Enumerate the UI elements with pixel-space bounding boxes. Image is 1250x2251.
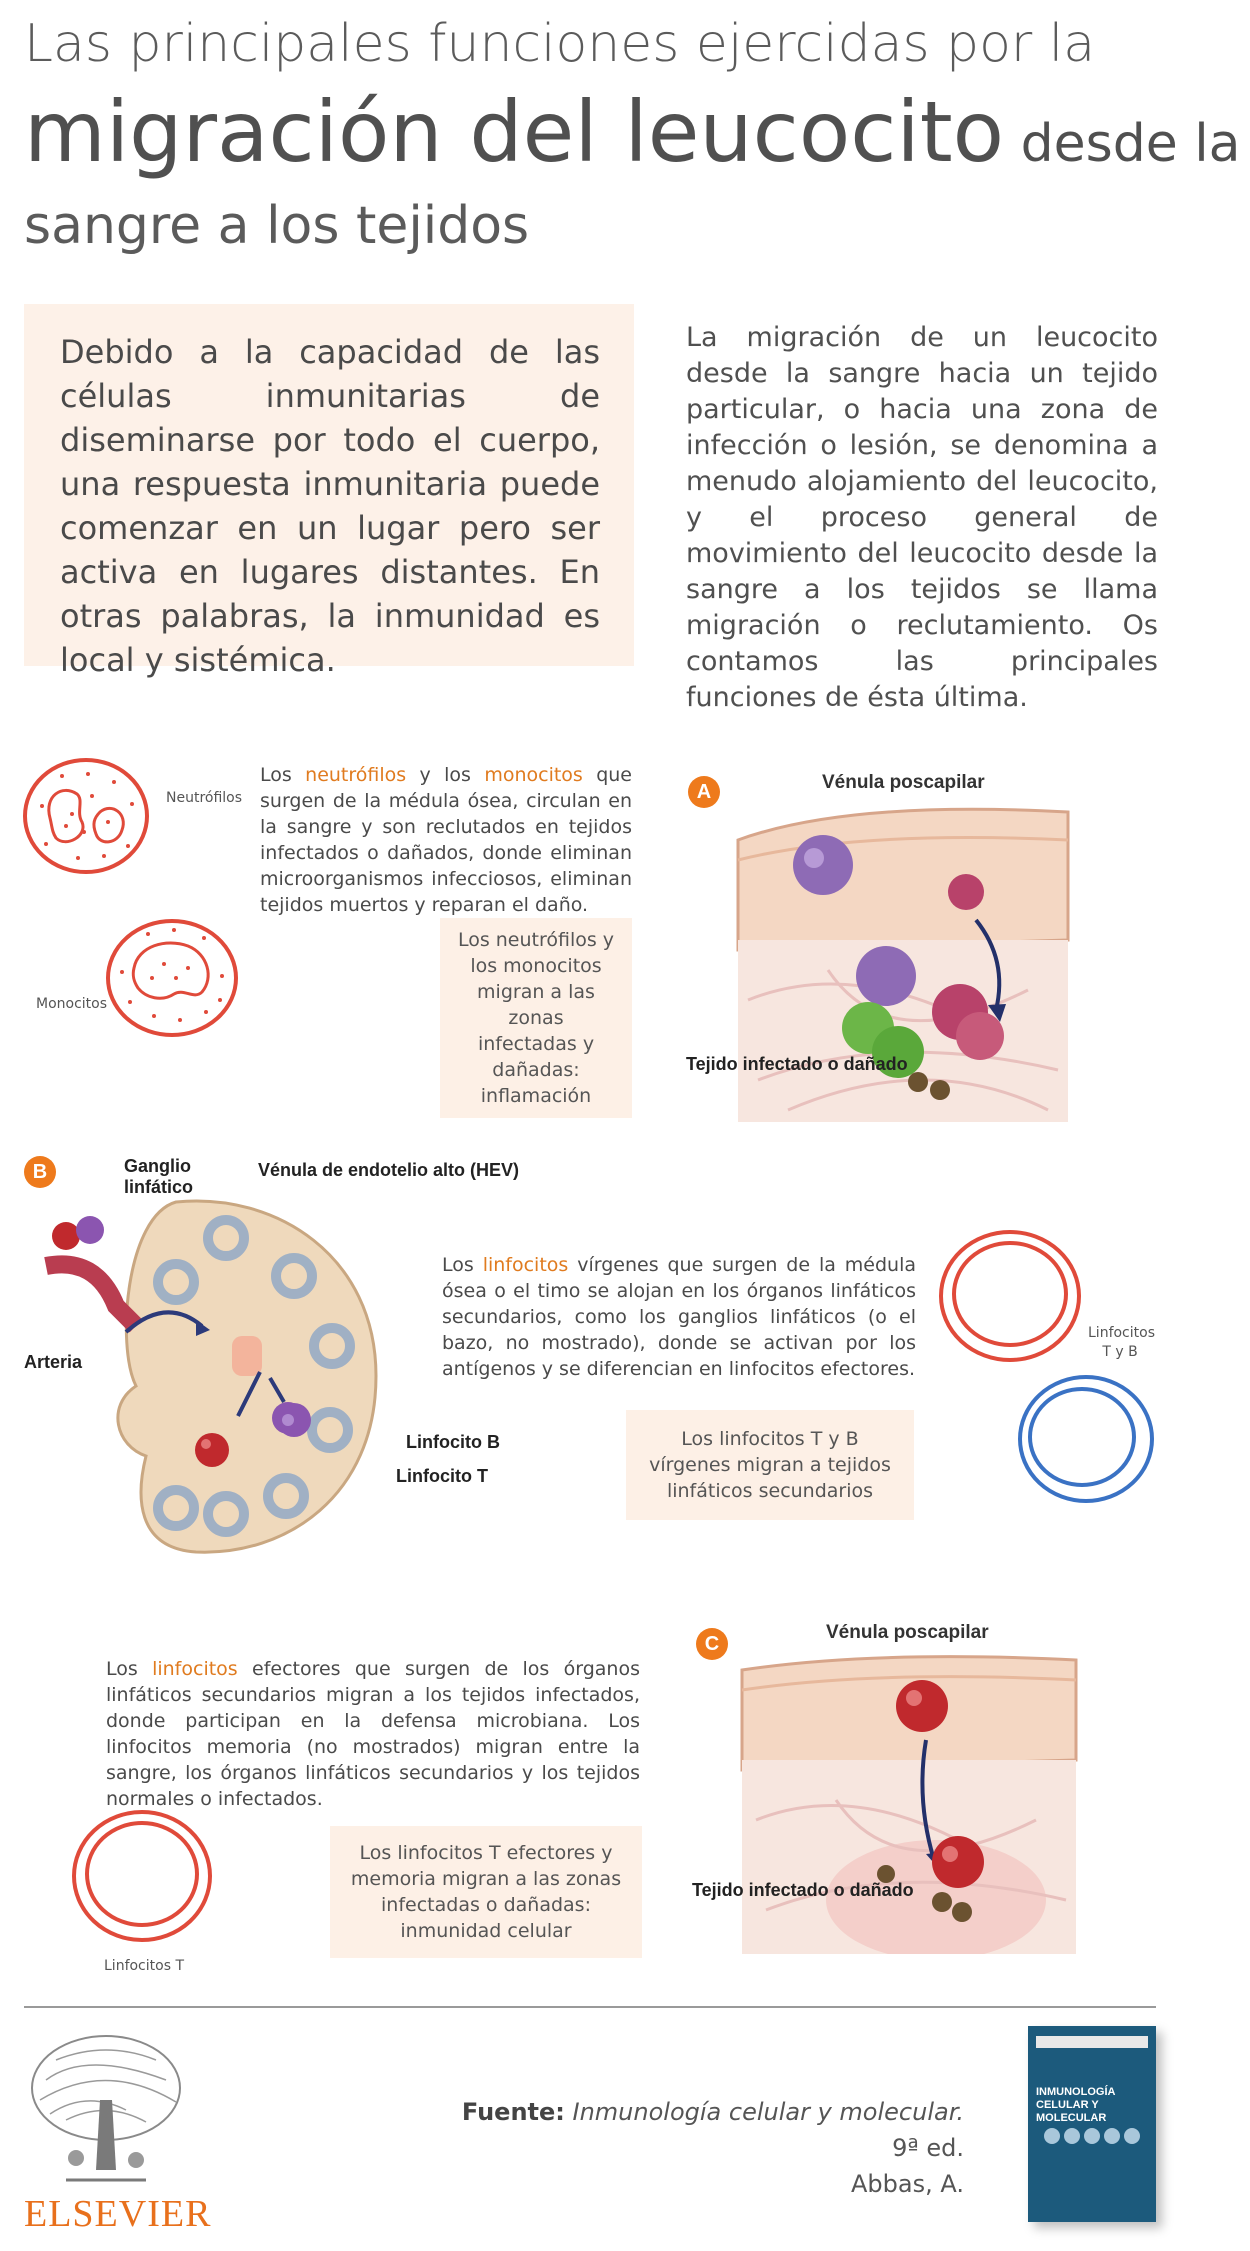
label-neutrofilos: Neutrófilos [166,790,243,806]
label-linfocitos-t: Linfocitos T [104,1958,184,1974]
section-a-paragraph: Los neutrófilos y los monocitos que surgen de la médula ósea, circulan en la sangre y son reclutados en tejidos infectados o dañados, donde eliminan microorganismos infecciosos, eliminan tejidos muertos y reparan el daño. [260,764,632,916]
label-linfocitos-tb: Linfocitos T y B [1088,1325,1155,1360]
title-highlight: migración del leucocito [24,83,1005,181]
figure-c-venule-illustration [736,1650,1084,1954]
badge-c: C [696,1628,728,1660]
monocyte-icon [104,916,240,1040]
book-cells-icon [1042,2126,1142,2146]
figure-b-arteria-label: Arteria [24,1352,83,1372]
label-monocitos: Monocitos [36,996,108,1012]
book-cover [1028,2026,1156,2222]
figure-a-title: Vénula poscapilar [822,772,985,793]
note-inflamacion: Los neutrófilos y los monocitos migran a las zonas infectadas y dañadas: inflamación [440,918,632,1118]
source-citation [440,2094,964,2202]
title-line-2 [24,83,1241,181]
figure-b-linfocito-t-label: Linfocito T [396,1466,488,1486]
figure-b-linfocito-b-label: Linfocito B [406,1432,500,1452]
figure-b-ganglio-label: Ganglio linfático [124,1156,194,1197]
highlight-linfocitos-c: linfocitos [152,1658,238,1680]
title-line-1: Las principales funciones ejercidas por la [24,14,1096,74]
badge-a: A [688,776,720,808]
footer-divider [24,2006,1156,2008]
source-title: Inmunología celular y molecular. [572,2098,964,2126]
figure-b-hev-label: Vénula de endotelio alto (HEV) [258,1160,520,1180]
intro-right-text: La migración de un leucocito desde la sangre hacia un tejido particular, o hacia una zona de infección o lesión, se denomina a menudo alojamiento del leucocito, y el proceso general de movimiento del leucocito desde la sangre a los tejidos se llama migración o reclutamiento. Os contamos las principales funciones de ésta última. [686,322,1158,713]
figure-c-tissue-label: Tejido infectado o dañado [692,1880,914,1900]
neutrophil-icon [22,756,152,876]
note-inmunidad-celular: Los linfocitos T efectores y memoria migran a las zonas infectadas o dañadas: inmunidad celular [330,1826,642,1958]
note-linfocitos-virgenes: Los linfocitos T y B vírgenes migran a tejidos linfáticos secundarios [626,1410,914,1520]
figure-a-tissue-label: Tejido infectado o dañado [686,1054,908,1074]
source-edition: 9ª ed. [892,2134,964,2162]
elsevier-logo-text: ELSEVIER [24,2193,212,2235]
book-title: INMUNOLOGÍA CELULAR Y MOLECULAR [1036,2086,1116,2124]
highlight-neutrofilos: neutrófilos [305,764,407,786]
figure-b-lymph-node-illustration [26,1196,406,1558]
title-line-2-tail: desde la [1004,114,1241,174]
title-line-3: sangre a los tejidos [24,196,530,256]
figure-c-title: Vénula poscapilar [826,1622,989,1643]
badge-b: B [24,1156,56,1188]
lymphocyte-t-effector-icon [70,1808,216,1946]
source-author: Abbas, A. [851,2170,964,2198]
section-b-paragraph: Los linfocitos vírgenes que surgen de la médula ósea o el timo se alojan en los órganos linfáticos secundarios, como los ganglios linfáticos (o el bazo, no mostrado), donde se activan por los antígenos y se diferencian en linfocitos efectores. [442,1254,916,1380]
lymphocyte-t-icon [938,1228,1084,1364]
source-label: Fuente: [461,2098,565,2126]
highlight-linfocitos-b: linfocitos [482,1254,569,1276]
lymphocyte-b-icon [1016,1372,1156,1506]
intro-left-text: Debido a la capacidad de las células inmunitarias de diseminarse por todo el cuerpo, una respuesta inmunitaria puede comenzar en un lugar pero ser activa en lugares distantes. En otras palabras, la inmunidad es local y sistémica. [60,333,600,679]
elsevier-tree-logo [26,2030,186,2190]
highlight-monocitos: monocitos [484,764,583,786]
section-c-paragraph: Los linfocitos efectores que surgen de los órganos linfáticos secundarios migran a los tejidos infectados, donde participan en la defensa microbiana. Los linfocitos memoria (no mostrados) migran entre la sangre, los órganos linfáticos secundarios y los tejidos normales o infectados. [106,1658,640,1810]
